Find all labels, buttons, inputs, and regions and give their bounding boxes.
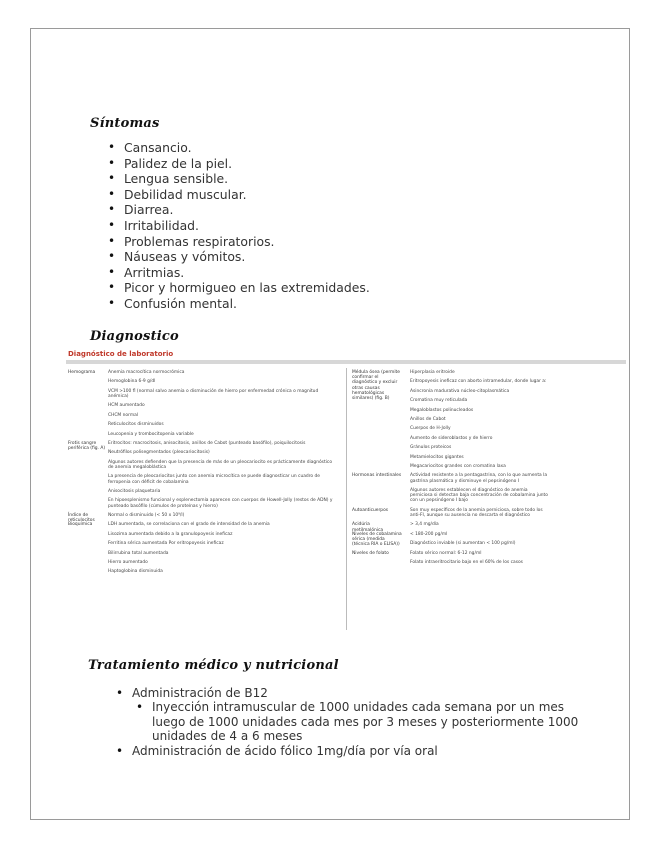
lab-row-value: Hierro aumentado — [108, 560, 148, 565]
lab-row-value: Metamielocitos gigantes — [410, 454, 464, 460]
lab-row-value: Normal o disminuido (< 50 x 10⁹/l) — [108, 513, 185, 518]
lab-row-key: Hemograma — [68, 370, 96, 375]
sintoma-item: • Cansancio. — [102, 140, 370, 156]
lab-row-value: Neutrófilos polisegmentados (pleocariocitosis) — [108, 450, 210, 456]
lab-table-header-bar — [66, 360, 626, 364]
lab-row-key: Acidúria metilmalónica — [352, 522, 384, 533]
lab-row-value: Eritropoyesis ineficaz con aborto intramedular, donde lugar a: — [410, 379, 547, 385]
sintoma-item: • Confusión mental. — [102, 296, 370, 312]
lab-row-value: Ferritina sérica aumentada Por eritropoyesis ineficaz — [108, 541, 224, 547]
sintomas-heading: Síntomas — [90, 116, 160, 131]
lab-row-value: < 180-200 pg/ml — [410, 531, 448, 537]
lab-row-value: Son muy específicos de la anemia perniciosa, sobre todo los anti-FI, aunque su ausencia no descarta el diagnóstico — [410, 507, 543, 518]
lab-row-value: CHCM normal — [108, 412, 139, 418]
lab-row-value: Algunos autores defienden que la presencia de más de un pleocariocito es prácticamente diagnóstico de anemia megaloblástica — [108, 459, 333, 470]
lab-row-value: La presencia de pleocariocitos junto con anemia microcítica se puede diagnosticar un cuadro de ferropenia con déficit de cobalamina — [108, 474, 320, 485]
lab-row-key: Hormonas intestinales — [352, 473, 402, 479]
lab-row-value: Cromatina muy reticulada — [410, 398, 468, 404]
lab-row-value: Actividad resistente a la pentagastrina, con lo que aumenta la gastrina plasmática y disminuye el pepsinógeno I — [410, 473, 548, 484]
lab-table-title: Diagnóstico de laboratorio — [68, 350, 174, 358]
lab-row-value: Reticulocitos disminuidos — [108, 422, 164, 428]
lab-table-divider — [346, 368, 347, 630]
lab-row-value: Diagnóstico inviable (si aumentan < 100 pg/ml) — [410, 541, 516, 547]
diagnostico-heading: Diagnostico — [90, 329, 179, 344]
sintoma-item: • Debilidad muscular. — [102, 187, 370, 203]
lab-row-value: Algunos autores establecen el diagnóstico de anemia perniciosa si detectan baja concentración de cobalamina junto con un pepsinógeno I bajo — [410, 488, 548, 504]
lab-row-value: Megaloblastos polinucleados — [410, 407, 474, 413]
lab-row-value: Folato sérico normal: 6-12 ng/ml — [410, 550, 482, 556]
tratamiento-item: • Administración de ácido fólico 1mg/día por vía oral — [114, 744, 592, 758]
lab-row-value: HCM aumentado — [108, 403, 145, 409]
lab-row-value: Anillos de Cabot — [410, 417, 446, 422]
sintoma-item: • Picor y hormigueo en las extremidades. — [102, 280, 370, 296]
sintoma-item: • Náuseas y vómitos. — [102, 249, 370, 265]
lab-row-value: Hemoglobina 6-9 g/dl — [108, 379, 156, 385]
sintoma-item: • Irritabilidad. — [102, 218, 370, 234]
lab-row-value: Aumento de sideroblastos y de hierro — [410, 435, 493, 441]
lab-diagnosis-table — [66, 350, 626, 632]
lab-row-value: Folato intraeritrocitario bajo en el 60% de los casos — [410, 560, 523, 565]
lab-row-value: VCM >100 fl (normal salvo anemia o disminución de hierro por enfermedad crónica o magnitud anémica) — [108, 388, 319, 399]
lab-row-value: Leucopenia y trombocitopenia variable — [108, 431, 194, 437]
lab-row-value: Anisocitosis plaquetaria — [108, 489, 161, 494]
tratamiento-item: • Administración de B12 — [114, 686, 592, 700]
lab-row-key: Bioquímica — [68, 522, 93, 528]
lab-row-value: Cuerpos de H-Jolly — [410, 426, 451, 432]
sintoma-item: • Palidez de la piel. — [102, 156, 370, 172]
lab-row-value: En hipoesplenismo funcional y esplenectomía aparecen con cuerpos de Howell-Jolly (restos de ADN) y punteado basófilo (cúmulos de proteínas y hierro) — [108, 498, 333, 509]
sintoma-item: • Arritmias. — [102, 265, 370, 281]
sintoma-item: • Lengua sensible. — [102, 171, 370, 187]
sintoma-item: • Diarrea. — [102, 202, 370, 218]
lab-row-key: Niveles de folato — [352, 550, 389, 556]
tratamiento-list — [114, 686, 592, 758]
lab-row-value: Asincronía madurativa núcleo-citoplasmática — [410, 388, 510, 394]
lab-row-value: Eritrocitos: macrocitosis, anisocitosis, anillos de Cabot (punteado basófilo), poiquilocitosis — [108, 441, 306, 446]
lab-row-value: Megacariocitos grandes con cromatina laxa — [410, 464, 506, 469]
lab-row-value: Gránulos proteicos — [410, 445, 452, 451]
sintoma-item: • Problemas respiratorios. — [102, 234, 370, 250]
tratamiento-heading: Tratamiento médico y nutricional — [88, 658, 339, 673]
lab-row-value: LDH aumentada, se correlaciona con el grado de intensidad de la anemia — [108, 522, 270, 528]
lab-row-key: Médula ósea (permite confirmar el diagnóstico y excluir otras causas hematológicas similares) (fig. B) — [352, 370, 400, 402]
lab-row-key: Frotis sangre periférica (fig. A) — [68, 441, 106, 452]
sintomas-list — [102, 140, 370, 312]
lab-row-key: Niveles de cobalamina sérica (medida (técnica RIA o ELISA)) — [352, 531, 402, 548]
lab-row-value: > 3,4 mg/día — [410, 522, 439, 528]
lab-row-key: Índice de reticulocitos — [68, 513, 95, 524]
lab-row-key: Autoanticuerpos — [352, 507, 389, 513]
lab-row-value: Lisozima aumentada debido a la granulopoyesis ineficaz — [108, 531, 233, 537]
lab-row-value: Bilirrubina total aumentada — [108, 550, 169, 556]
tratamiento-subitem: • Inyección intramuscular de 1000 unidades cada semana por un mes luego de 1000 unidades cada mes por 3 meses y posteriormente 1000 unidades de 4 a 6 meses — [114, 700, 592, 743]
lab-row-value: Anemia macrocítica normocrómica — [108, 370, 185, 375]
lab-row-value: Haptoglobina disminuida — [108, 569, 163, 575]
lab-row-value: Hiperplasia eritroide — [410, 370, 455, 375]
